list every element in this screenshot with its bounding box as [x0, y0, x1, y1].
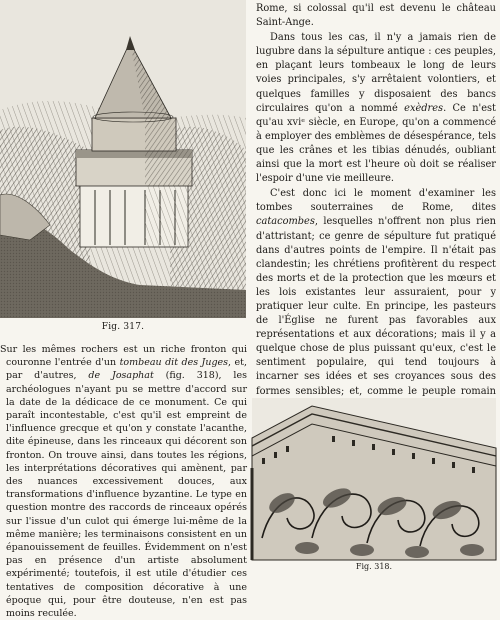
left-text-part-3: (fig. 318), les archéologues n'ayant pu se mettre d'accord sur la date de la dédicace de ce monument. Ce qui paraît incontestable, c'est qu'il est empreint de l'influence grecque et qu'on y constate l'acanthe, dite épineuse, dans les rinceaux qui décorent son fronton. On trouve ainsi, dans toutes les régions, les interprétations décoratives qui amènent, par des nuances excessivement douces, aux transformations d'influence byzantine. Le type en question montre des raccords de rinceaux opérés sur l'issue d'un culot qui émerge lui-même de la même manière; les terminaisons consistent en un épanouissement de feuilles. Évidemment on n'est pas en présence d'un artiste absolument expérimenté; toutefois, il est utile d'étudier ces tentatives de composition décorative à une époque qui, pour être douteuse, n'en est pas moins reculée. [6, 370, 247, 620]
figure-318-caption: Fig. 318. [355, 562, 393, 571]
paragraph-sepulture [256, 31, 496, 186]
p3-part-1: C'est donc ici le moment d'examiner les tombes souterraines de Rome, dites [256, 188, 496, 214]
figure-317-caption: Fig. 317. [101, 322, 145, 332]
tomb-illustration [0, 0, 246, 318]
p3-part-2: , lesquelles n'offrent non plus rien d'attristant; ce genre de sépulture fut pratiqué dans d'autres points de l'empire. Il n'était pas clandestin; les chrétiens profitèrent du respect des morts et de la protection que les mœurs et les lois existantes leur assuraient, pour y pratiquer leur culte. En principe, les pasteurs de l'Église ne furent pas favorables aux représentations et aux décorations; mais il y a quelque chose de plus puissant qu'eux, c'est le sentiment populaire, qui tend toujours à incarner ses idées et ses croyances sous des formes sensibles; et, comme le peuple romain [256, 216, 496, 397]
paragraph-rome: Rome, si colossal qu'il est devenu le château Saint-Ange. [256, 3, 496, 29]
p2-part-1: Dans tous les cas, il n'y a jamais rien de lugubre dans la sépulture antique : ces peuples, en plaçant leurs tombeaux le long de leurs voies principales, s'y arrêtaient volontiers, et quelques familles y disposaient des bancs circulaires qu'on a nommé [256, 32, 496, 114]
p2-italic: exèdres [404, 102, 444, 114]
pediment-illustration [252, 398, 496, 560]
p2-part-2: . Ce n'est qu'au xviᵉ siècle, en Europe, qu'on a commencé à employer des emblèmes de désespérance, tels que les crânes et les tibias dénudés, oubliant ainsi que la mort est l'heure où doit se réaliser l'espoir d'une vie meilleure. [256, 102, 496, 185]
left-text-italic-1: tombeau dit des Juges [119, 357, 229, 369]
left-text-italic-2: de Josaphat [88, 370, 154, 382]
left-text-part-1: Sur les mêmes rochers est un riche fronton qui couronne l'entrée d'un [0, 344, 247, 369]
left-text-part-2: , et, par d'autres, [6, 357, 247, 382]
figure-318-engraving [252, 398, 496, 560]
left-column-paragraph [0, 343, 247, 620]
figure-317-engraving [0, 0, 246, 318]
right-column-text [256, 2, 496, 397]
p3-italic: catacombes [256, 216, 315, 228]
